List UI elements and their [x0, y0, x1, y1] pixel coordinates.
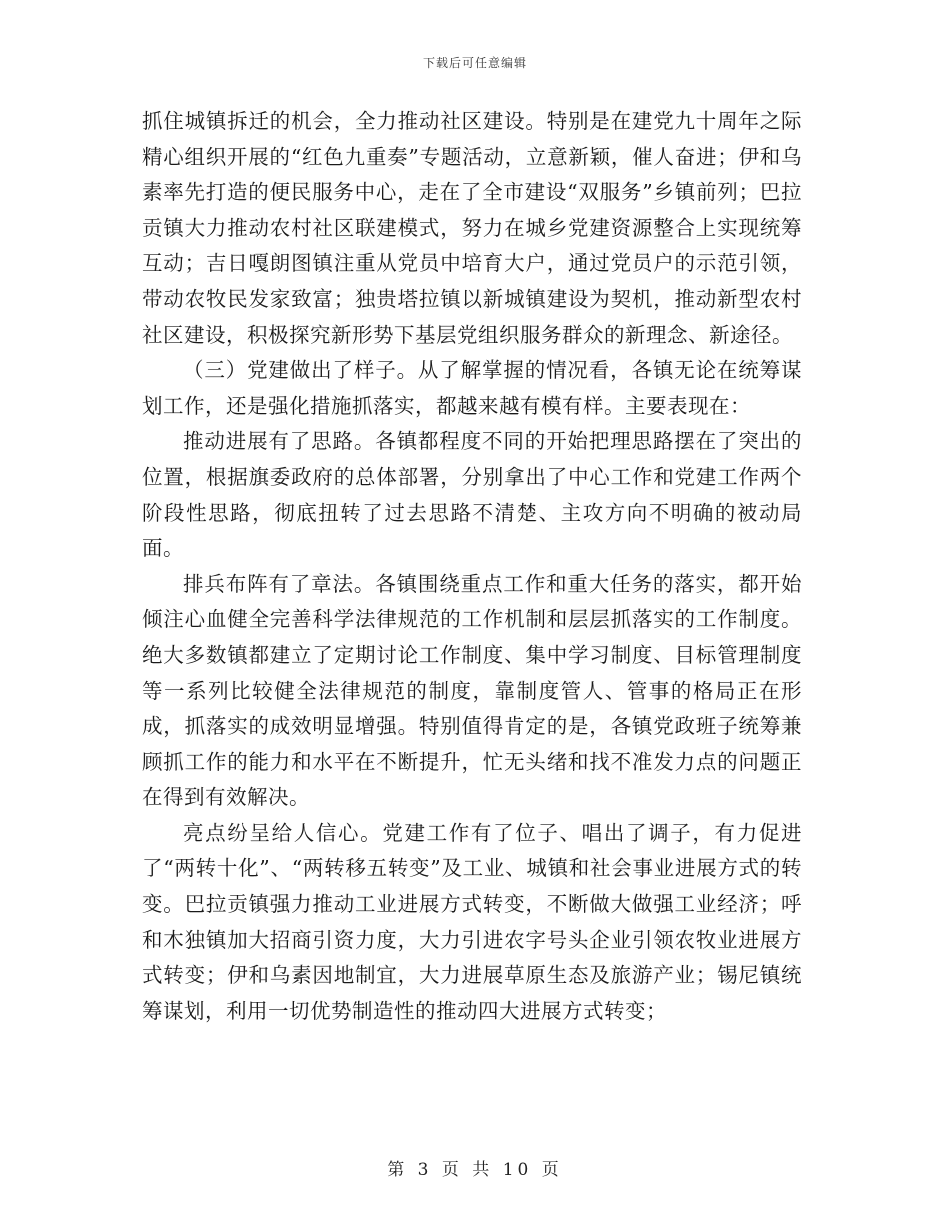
paragraph-2: （三）党建做出了样子。从了解掌握的情况看，各镇无论在统筹谋划工作，还是强化措施抓落实，都越来越有模有样。主要表现在： — [142, 358, 802, 418]
document-body — [142, 104, 802, 1029]
page-number: 第 3 页 共 10 页 — [387, 1160, 563, 1180]
paragraph-1: 抓住城镇拆迁的机会，全力推动社区建设。特别是在建党九十周年之际精心组织开展的“红色九重奏”专题活动，立意新颖，催人奋进；伊和乌素率先打造的便民服务中心，走在了全市建设“双服务”乡镇前列；巴拉贡镇大力推动农村社区联建模式，努力在城乡党建资源整合上实现统筹互动；吉日嘎朗图镇注重从党员中培育大户，通过党员户的示范引领，带动农牧民发家致富；独贵塔拉镇以新城镇建设为契机，推动新型农村社区建设，积极探究新形势下基层党组织服务群众的新理念、新途径。 — [142, 109, 802, 347]
page-header: 下载后可任意编辑 — [422, 56, 527, 70]
paragraph-5: 亮点纷呈给人信心。党建工作有了位子、唱出了调子，有力促进了“两转十化”、“两转移五转变”及工业、城镇和社会事业进展方式的转变。巴拉贡镇强力推动工业进展方式转变，不断做大做强工业经济；呼和木独镇加大招商引资力度，大力引进农字号头企业引领农牧业进展方式转变；伊和乌素因地制宜，大力进展草原生态及旅游产业；锡尼镇统筹谋划，利用一切优势制造性的推动四大进展方式转变； — [142, 820, 802, 1023]
paragraph-4: 排兵布阵有了章法。各镇围绕重点工作和重大任务的落实，都开始倾注心血健全完善科学法律规范的工作机制和层层抓落实的工作制度。绝大多数镇都建立了定期讨论工作制度、集中学习制度、目标管理制度等一系列比较健全法律规范的制度，靠制度管人、管事的格局正在形成，抓落实的成效明显增强。特别值得肯定的是，各镇党政班子统筹兼顾抓工作的能力和水平在不断提升，忙无头绪和找不准发力点的问题正在得到有效解决。 — [142, 571, 802, 810]
paragraph-3: 推动进展有了思路。各镇都程度不同的开始把理思路摆在了突出的位置，根据旗委政府的总体部署，分别拿出了中心工作和党建工作两个阶段性思路，彻底扭转了过去思路不清楚、主攻方向不明确的被动局面。 — [142, 429, 802, 561]
